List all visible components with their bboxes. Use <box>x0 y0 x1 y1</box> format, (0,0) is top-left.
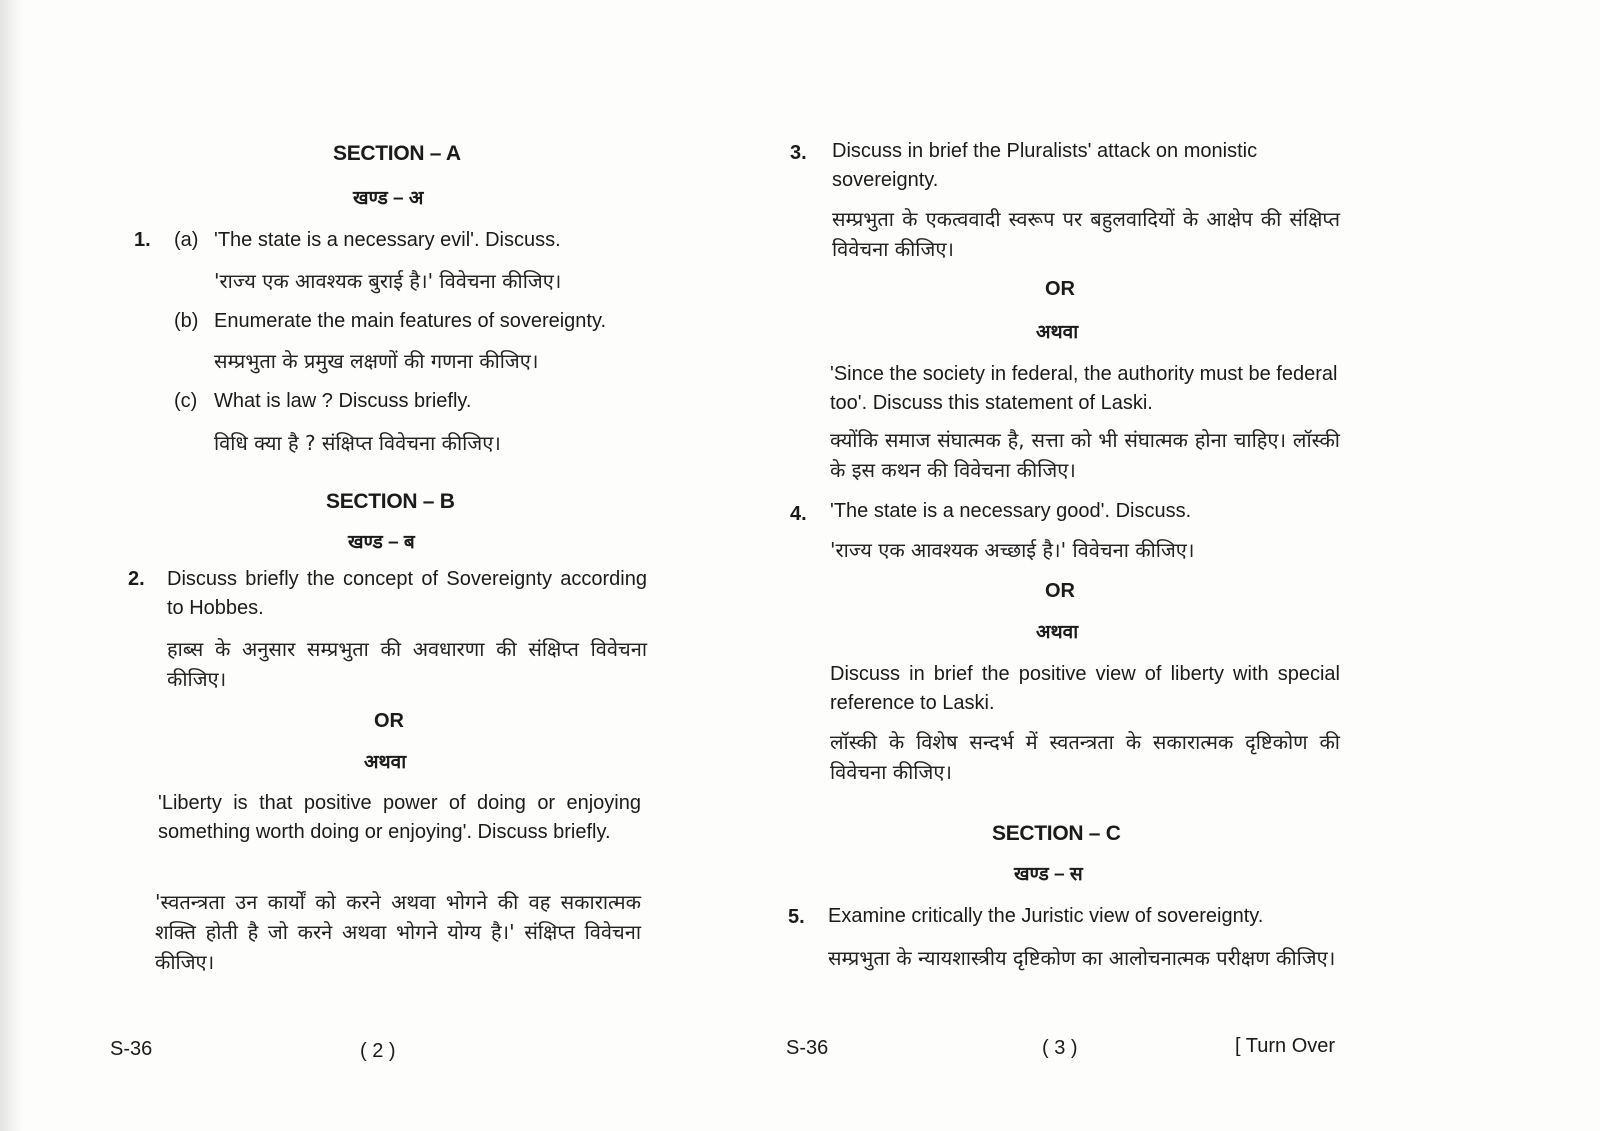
question-1b-label: (b) <box>174 310 199 332</box>
question-4-english: 'The state is a necessary good'. Discuss. <box>830 500 1192 522</box>
left-page <box>110 0 670 1131</box>
question-3-alternative-hindi: क्योंकि समाज संघात्मक है, सत्ता को भी संघात्मक होना चाहिए। लॉस्की के इस कथन की विवेचना कीजिए। <box>830 428 1340 482</box>
section-c-title: SECTION – C <box>992 822 1121 845</box>
question-4-or-hindi: अथवा <box>1036 622 1079 643</box>
question-1c-english: What is law ? Discuss briefly. <box>214 390 472 412</box>
section-b-title: SECTION – B <box>326 490 455 513</box>
question-1b-english: Enumerate the main features of sovereignty. <box>214 310 607 332</box>
left-footer-page-number: ( 2 ) <box>360 1040 396 1062</box>
question-3-number: 3. <box>790 142 807 164</box>
section-a-title: SECTION – A <box>333 142 461 165</box>
question-5-number: 5. <box>788 906 805 928</box>
turn-over-label: [ Turn Over <box>1235 1035 1336 1057</box>
question-5-hindi: सम्प्रभुता के न्यायशास्त्रीय दृष्टिकोण का आलोचनात्मक परीक्षण कीजिए। <box>828 946 1336 970</box>
right-page <box>786 0 1360 1131</box>
scan-binding-edge <box>0 0 24 1131</box>
question-4-number: 4. <box>790 503 807 525</box>
left-footer-code: S-36 <box>110 1038 153 1060</box>
question-1a-label: (a) <box>174 229 199 251</box>
question-4-alternative-english: Discuss in brief the positive view of liberty with special reference to Laski. <box>830 663 1340 714</box>
question-5-english: Examine critically the Juristic view of sovereignty. <box>828 905 1264 927</box>
question-2-hindi: हाब्स के अनुसार सम्प्रभुता की अवधारणा की संक्षिप्त विवेचना कीजिए। <box>167 637 647 691</box>
question-3-alternative-english: 'Since the society in federal, the authority must be federal too'. Discuss this statement of Laski. <box>830 363 1338 414</box>
question-3-or: OR <box>1045 278 1075 300</box>
question-3-or-hindi: अथवा <box>1036 322 1079 343</box>
question-1b-hindi: सम्प्रभुता के प्रमुख लक्षणों की गणना कीजिए। <box>214 349 539 373</box>
question-3-english: Discuss in brief the Pluralists' attack on monistic sovereignty. <box>832 140 1258 191</box>
section-b-hindi: खण्ड – ब <box>348 532 415 553</box>
question-2-alternative-hindi: 'स्वतन्त्रता उन कार्यों को करने अथवा भोगने की वह सकारात्मक शक्ति होती है जो करने अथवा भोगने योग्य है।' संक्षिप्त विवेचना कीजिए। <box>155 890 641 974</box>
question-2-english: Discuss briefly the concept of Sovereignty according to Hobbes. <box>167 568 647 619</box>
question-1a-hindi: 'राज्य एक आवश्यक बुराई है।' विवेचना कीजिए। <box>214 269 562 293</box>
right-footer-code: S-36 <box>786 1037 829 1059</box>
question-1c-hindi: विधि क्या है ? संक्षिप्त विवेचना कीजिए। <box>214 431 501 455</box>
question-1c-label: (c) <box>174 390 198 412</box>
question-3-hindi: सम्प्रभुता के एकत्ववादी स्वरूप पर बहुलवादियों के आक्षेप की संक्षिप्त विवेचना कीजिए। <box>832 207 1340 261</box>
question-2-number: 2. <box>128 568 145 590</box>
question-1a-english: 'The state is a necessary evil'. Discuss. <box>214 229 561 251</box>
question-4-alternative-hindi: लॉस्की के विशेष सन्दर्भ में स्वतन्त्रता के सकारात्मक दृष्टिकोण की विवेचना कीजिए। <box>830 730 1340 784</box>
question-4-or: OR <box>1045 580 1075 602</box>
section-a-hindi: खण्ड – अ <box>353 188 424 209</box>
right-footer-page-number: ( 3 ) <box>1042 1037 1078 1059</box>
section-c-hindi: खण्ड – स <box>1014 864 1083 885</box>
question-1-number: 1. <box>134 229 151 251</box>
question-4-hindi: 'राज्य एक आवश्यक अच्छाई है।' विवेचना कीजिए। <box>830 538 1195 562</box>
question-2-alternative-english: 'Liberty is that positive power of doing or enjoying something worth doing or enjoying'. Discuss briefly. <box>158 792 641 843</box>
question-2-or-hindi: अथवा <box>364 752 407 773</box>
question-2-or: OR <box>374 710 404 732</box>
